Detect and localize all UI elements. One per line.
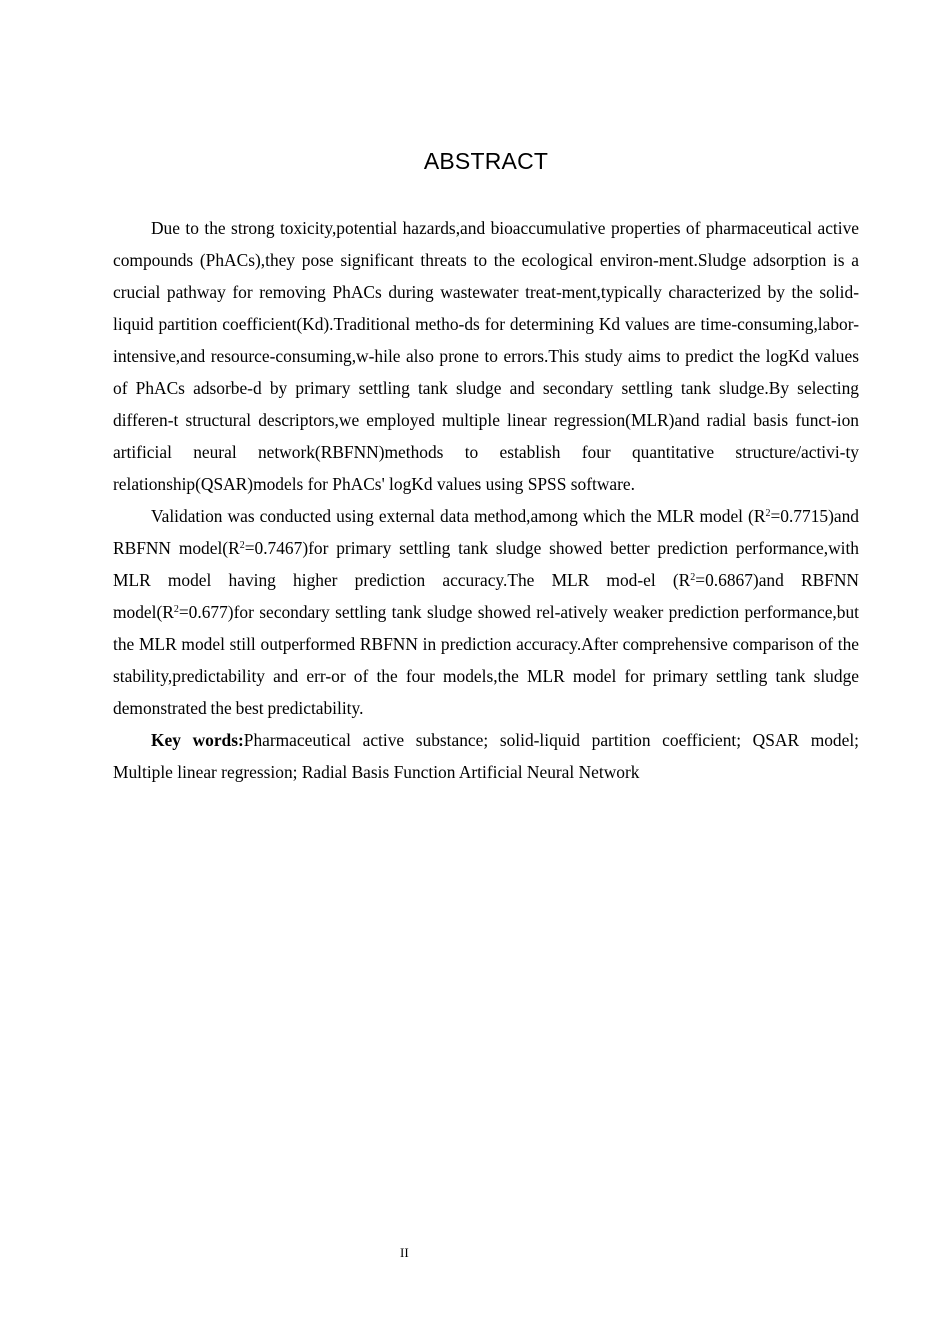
keywords-paragraph: [113, 724, 859, 788]
keywords-label: Key words:: [151, 730, 244, 750]
abstract-paragraph-2: [113, 500, 859, 724]
abstract-paragraph-1: Due to the strong toxicity,potential hazards,and bioaccumulative properties of pharmaceutical active compounds (PhACs),they pose significant threats to the ecological environ-ment.Sludge adsorption is a crucial pathway for removing PhACs during wastewater treat-ment,typically characterized by the solid-liquid partition coefficient(Kd).Traditional metho-ds for determining Kd values are time-consuming,labor-intensive,and resource-consuming,w-hile also prone to errors.This study aims to predict the logKd values of PhACs adsorbe-d by primary settling tank sludge and secondary settling tank sludge.By selecting differen-t structural descriptors,we employed multiple linear regression(MLR)and radial basis funct-ion artificial neural network(RBFNN)methods to establish four quantitative structure/activi-ty relationship(QSAR)models for PhACs' logKd values using SPSS software.: [113, 218, 859, 494]
superscript-2: 2: [173, 604, 179, 615]
superscript-2: 2: [239, 540, 245, 551]
abstract-title: ABSTRACT: [423, 148, 549, 174]
paragraph-2-text-5: =0.677)for secondary settling tank sludge showed rel-atively weaker prediction performance,but the MLR model still outperformed RBFNN in prediction accuracy.After comprehensive comparison of the stability,predictability and err-or of the four models,the MLR model for primary settling tank sludge demonstrated the best predictability.: [113, 602, 859, 718]
paragraph-2-text-1: Validation was conducted using external data method,among which the MLR model (R: [151, 506, 766, 526]
superscript-2: 2: [765, 508, 771, 519]
superscript-2: 2: [690, 572, 696, 583]
keywords-text: Pharmaceutical active substance; solid-liquid partition coefficient; QSAR model; Multiple linear regression; Radial Basis Function Artificial Neural Network: [113, 730, 859, 782]
paragraph-2-text-2: =0.7715)and RBFNN model(R: [113, 506, 859, 558]
paragraph-2-text-4: =0.6867)and RBFNN model(R: [113, 570, 859, 622]
page-number: II: [400, 1245, 409, 1260]
abstract-body: [113, 212, 859, 788]
paragraph-2-text-3: =0.7467)for primary settling tank sludge showed better prediction performance,with MLR model having higher prediction accuracy.The MLR mod-el (R: [113, 538, 859, 590]
